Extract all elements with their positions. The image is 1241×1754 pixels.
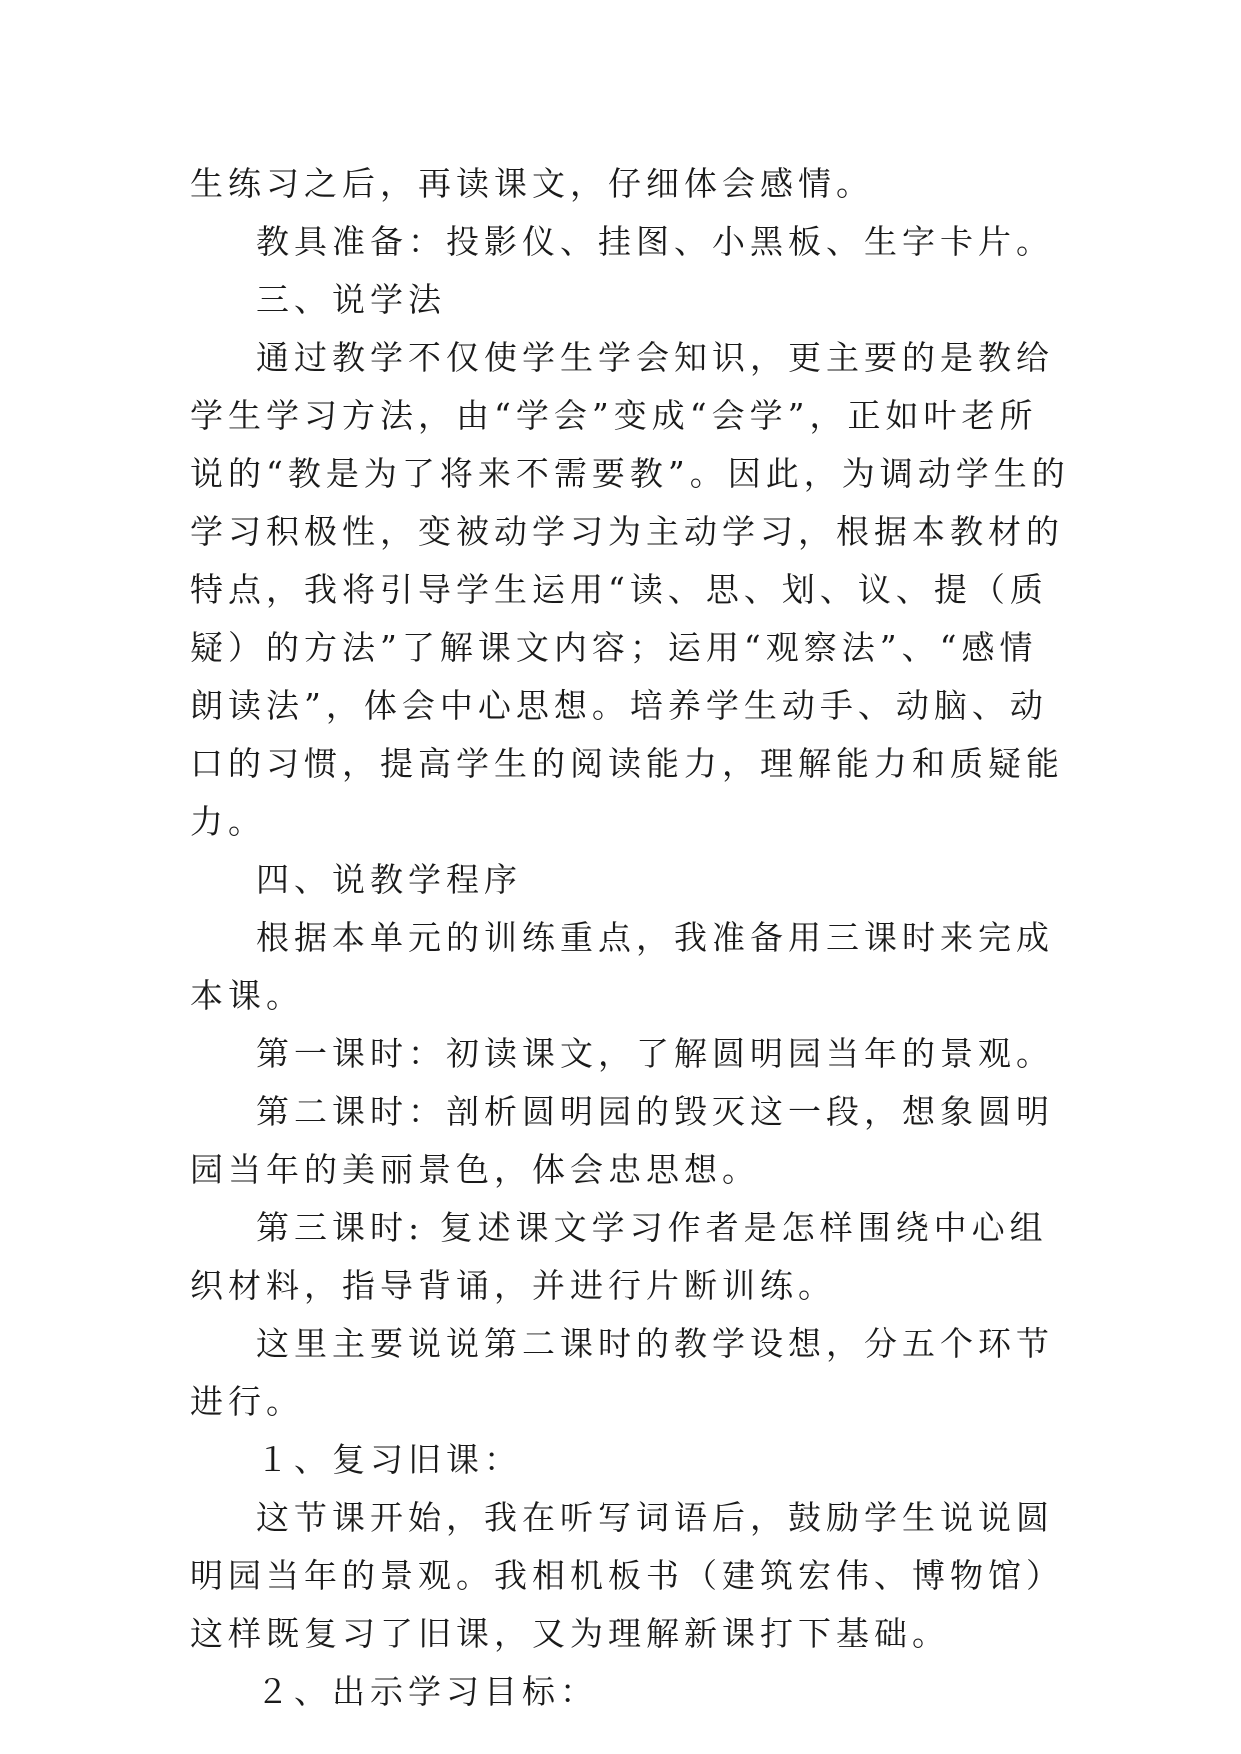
document-body xyxy=(190,155,1070,1721)
paragraph-lesson-two-intro: 这里主要说说第二课时的教学设想，分五个环节进行。 xyxy=(190,1324,1054,1421)
paragraph-lesson-two: 第二课时：剖析圆明园的毁灭这一段，想象圆明园当年的美丽景色，体会忠思想。 xyxy=(190,1092,1054,1189)
step-heading-objectives: ２、出示学习目标： xyxy=(256,1672,598,1711)
paragraph-lesson-three: 第三课时: 复述课文学习作者是怎样围绕中心组织材料，指导背诵，并进行片断训练。 xyxy=(190,1208,1048,1305)
paragraph-unit-plan: 根据本单元的训练重点，我准备用三课时来完成本课。 xyxy=(190,918,1054,1015)
paragraph: 生练习之后，再读课文，仔细体会感情。 xyxy=(190,164,874,203)
paragraph-learning-method: 通过教学不仅使学生学会知识，更主要的是教给学生学习方法，由“学会”变成“会学”，正如叶老所说的“教是为了将来不需要教”。因此，为调动学生的学习积极性，变被动学习为主动学习，根据本教材的特点，我将引导学生运用“读、思、划、议、提（质疑）的方法”了解课文内容；运用“观察法”、“感情朗读法”，体会中心思想。培养学生动手、动脑、动口的习惯，提高学生的阅读能力，理解能力和质疑能力。 xyxy=(190,338,1070,841)
paragraph-lesson-one: 第一课时：初读课文，了解圆明园当年的景观。 xyxy=(256,1034,1054,1073)
paragraph-review: 这节课开始，我在听写词语后，鼓励学生说说圆明园当年的景观。我相机板书（建筑宏伟、博物馆）这样既复习了旧课，又为理解新课打下基础。 xyxy=(190,1498,1064,1653)
paragraph-teaching-aids: 教具准备：投影仪、挂图、小黑板、生字卡片。 xyxy=(256,222,1054,261)
section-heading-teaching-procedure: 四、说教学程序 xyxy=(256,860,522,899)
section-heading-learning-method: 三、说学法 xyxy=(256,280,446,319)
step-heading-review: １、复习旧课： xyxy=(256,1440,522,1479)
